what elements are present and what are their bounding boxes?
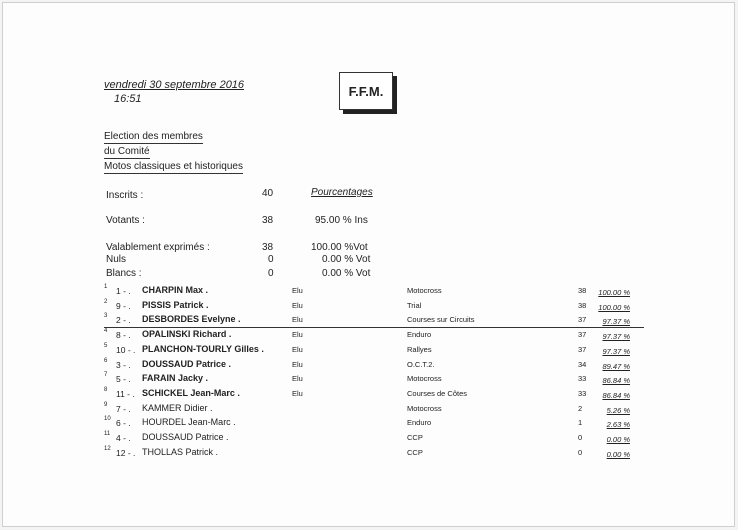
candidate-number: 9 - .: [116, 300, 131, 311]
valablement-pct: 100.00 %Vot: [311, 242, 368, 253]
candidate-percentage: 89.47 %: [602, 361, 630, 371]
candidate-votes: 38: [578, 286, 587, 295]
title-line-2: du Comité: [104, 146, 150, 157]
candidate-rank: 6: [104, 357, 108, 364]
candidate-number: 10 - .: [116, 344, 136, 355]
candidate-category: Enduro: [407, 330, 432, 340]
candidate-percentage: 0.00 %: [606, 435, 630, 444]
ffm-logo-text: F.F.M.: [348, 83, 384, 99]
candidate-row: [104, 343, 644, 357]
title-line-3: Motos classiques et historiques: [104, 161, 243, 172]
candidate-name: SCHICKEL Jean-Marc .: [142, 387, 240, 398]
candidate-rank: 3: [104, 313, 108, 320]
candidate-elected-flag: Elu: [292, 286, 303, 295]
ffm-logo-box: [339, 72, 393, 110]
candidate-percentage: 86.84 %: [602, 390, 630, 400]
candidate-rank: 9: [104, 401, 108, 408]
candidate-votes: 2: [578, 403, 583, 413]
candidate-name: FARAIN Jacky .: [142, 373, 209, 384]
candidate-category: Motocross: [407, 374, 442, 384]
candidate-votes: 0: [578, 447, 583, 457]
candidate-elected-flag: Elu: [292, 330, 303, 340]
candidate-category: CCP: [407, 447, 423, 457]
candidate-category: Trial: [407, 300, 422, 310]
candidate-row: [104, 446, 644, 460]
candidate-votes: 1: [578, 418, 583, 428]
candidate-category: O.C.T.2.: [407, 359, 435, 369]
inscrits-value: 40: [262, 188, 274, 199]
candidate-rank: 8: [104, 386, 108, 393]
candidate-percentage: 2.63 %: [606, 420, 630, 430]
candidate-percentage: 100.00 %: [598, 302, 630, 312]
candidate-rank: 11: [104, 431, 111, 437]
candidate-votes: 34: [578, 359, 587, 369]
candidate-number: 8 - .: [116, 330, 131, 341]
candidate-elected-flag: Elu: [292, 315, 303, 325]
candidate-row: [104, 402, 644, 416]
candidate-rank: 4: [104, 328, 108, 335]
candidate-name: DOUSSAUD Patrice .: [142, 358, 232, 369]
candidate-row: [104, 313, 644, 328]
candidate-percentage: 97.37 %: [602, 346, 630, 356]
candidate-percentage: 100.00 %: [598, 288, 630, 297]
candidate-name: PISSIS Patrick .: [142, 299, 209, 310]
candidate-name: CHARPIN Max .: [142, 285, 209, 295]
candidate-row: [104, 431, 644, 445]
candidate-votes: 0: [578, 433, 583, 442]
candidate-rank: 5: [104, 342, 108, 349]
valablement-label: Valablement exprimés :: [106, 242, 210, 253]
candidate-number: 4 - .: [116, 433, 131, 443]
candidate-name: THOLLAS Patrick .: [142, 446, 219, 457]
candidate-percentage: 0.00 %: [606, 449, 630, 459]
candidate-percentage: 97.37 %: [602, 332, 630, 342]
candidate-votes: 37: [578, 344, 587, 354]
candidate-category: Motocross: [407, 286, 442, 295]
candidate-number: 3 - .: [116, 359, 131, 370]
candidate-row: [104, 299, 644, 313]
candidate-elected-flag: Elu: [292, 374, 303, 384]
candidate-number: 6 - .: [116, 418, 131, 429]
pourcentages-heading: Pourcentages: [311, 187, 373, 198]
votants-pct: 95.00 % Ins: [315, 215, 368, 226]
votants-label: Votants :: [106, 215, 145, 226]
candidate-name: DOUSSAUD Patrice .: [142, 432, 229, 442]
candidate-category: Courses de Côtes: [407, 388, 468, 398]
candidate-elected-flag: Elu: [292, 359, 303, 369]
nuls-pct: 0.00 % Vot: [322, 254, 371, 265]
candidate-row: [104, 358, 644, 372]
candidate-category: Enduro: [407, 418, 432, 428]
candidate-name: DESBORDES Evelyne .: [142, 314, 241, 325]
candidate-number: 11 - .: [116, 388, 135, 399]
candidate-number: 7 - .: [116, 403, 131, 414]
nuls-label: Nuls: [106, 254, 127, 265]
candidate-number: 1 - .: [116, 286, 131, 296]
candidate-rank: 2: [104, 298, 108, 305]
candidate-number: 12 - .: [116, 447, 136, 458]
valablement-value: 38: [262, 242, 274, 253]
candidate-votes: 37: [578, 315, 587, 325]
candidate-category: CCP: [407, 433, 423, 442]
blancs-label: Blancs :: [106, 268, 142, 279]
candidate-row: [104, 284, 644, 298]
candidate-row: [104, 387, 644, 401]
candidate-rank: 10: [104, 416, 111, 423]
candidate-votes: 33: [578, 374, 587, 384]
candidate-name: HOURDEL Jean-Marc .: [142, 417, 236, 428]
candidate-category: Motocross: [407, 403, 442, 413]
candidate-votes: 38: [578, 300, 587, 310]
nuls-value: 0: [268, 254, 274, 265]
document-date: vendredi 30 septembre 2016: [104, 79, 245, 91]
candidate-votes: 37: [578, 330, 587, 340]
candidate-name: PLANCHON-TOURLY Gilles .: [142, 343, 264, 354]
candidate-rank: 1: [104, 284, 108, 290]
title-line-1: Election des membres: [104, 131, 203, 142]
candidate-number: 5 - .: [116, 374, 131, 385]
candidate-votes: 33: [578, 388, 587, 398]
candidate-percentage: 97.37 %: [602, 317, 630, 327]
candidate-row: [104, 416, 644, 430]
candidate-elected-flag: Elu: [292, 388, 303, 398]
inscrits-label: Inscrits :: [106, 190, 144, 201]
candidate-rank: 12: [104, 445, 111, 452]
candidate-percentage: 86.84 %: [602, 376, 630, 386]
candidate-number: 2 - .: [116, 315, 131, 326]
document-time: 16:51: [114, 93, 142, 105]
candidate-name: KAMMER Didier .: [142, 402, 213, 413]
candidate-elected-flag: Elu: [292, 300, 303, 310]
candidate-category: Courses sur Circuits: [407, 315, 475, 325]
candidate-elected-flag: Elu: [292, 344, 303, 354]
candidate-rank: 7: [104, 372, 108, 379]
blancs-value: 0: [268, 268, 274, 279]
candidate-row: [104, 328, 644, 342]
votants-value: 38: [262, 215, 274, 226]
candidate-row: [104, 372, 644, 386]
candidate-category: Rallyes: [407, 344, 432, 354]
candidate-name: OPALINSKI Richard .: [142, 329, 232, 340]
blancs-pct: 0.00 % Vot: [322, 268, 371, 279]
candidate-percentage: 5.26 %: [606, 405, 630, 415]
